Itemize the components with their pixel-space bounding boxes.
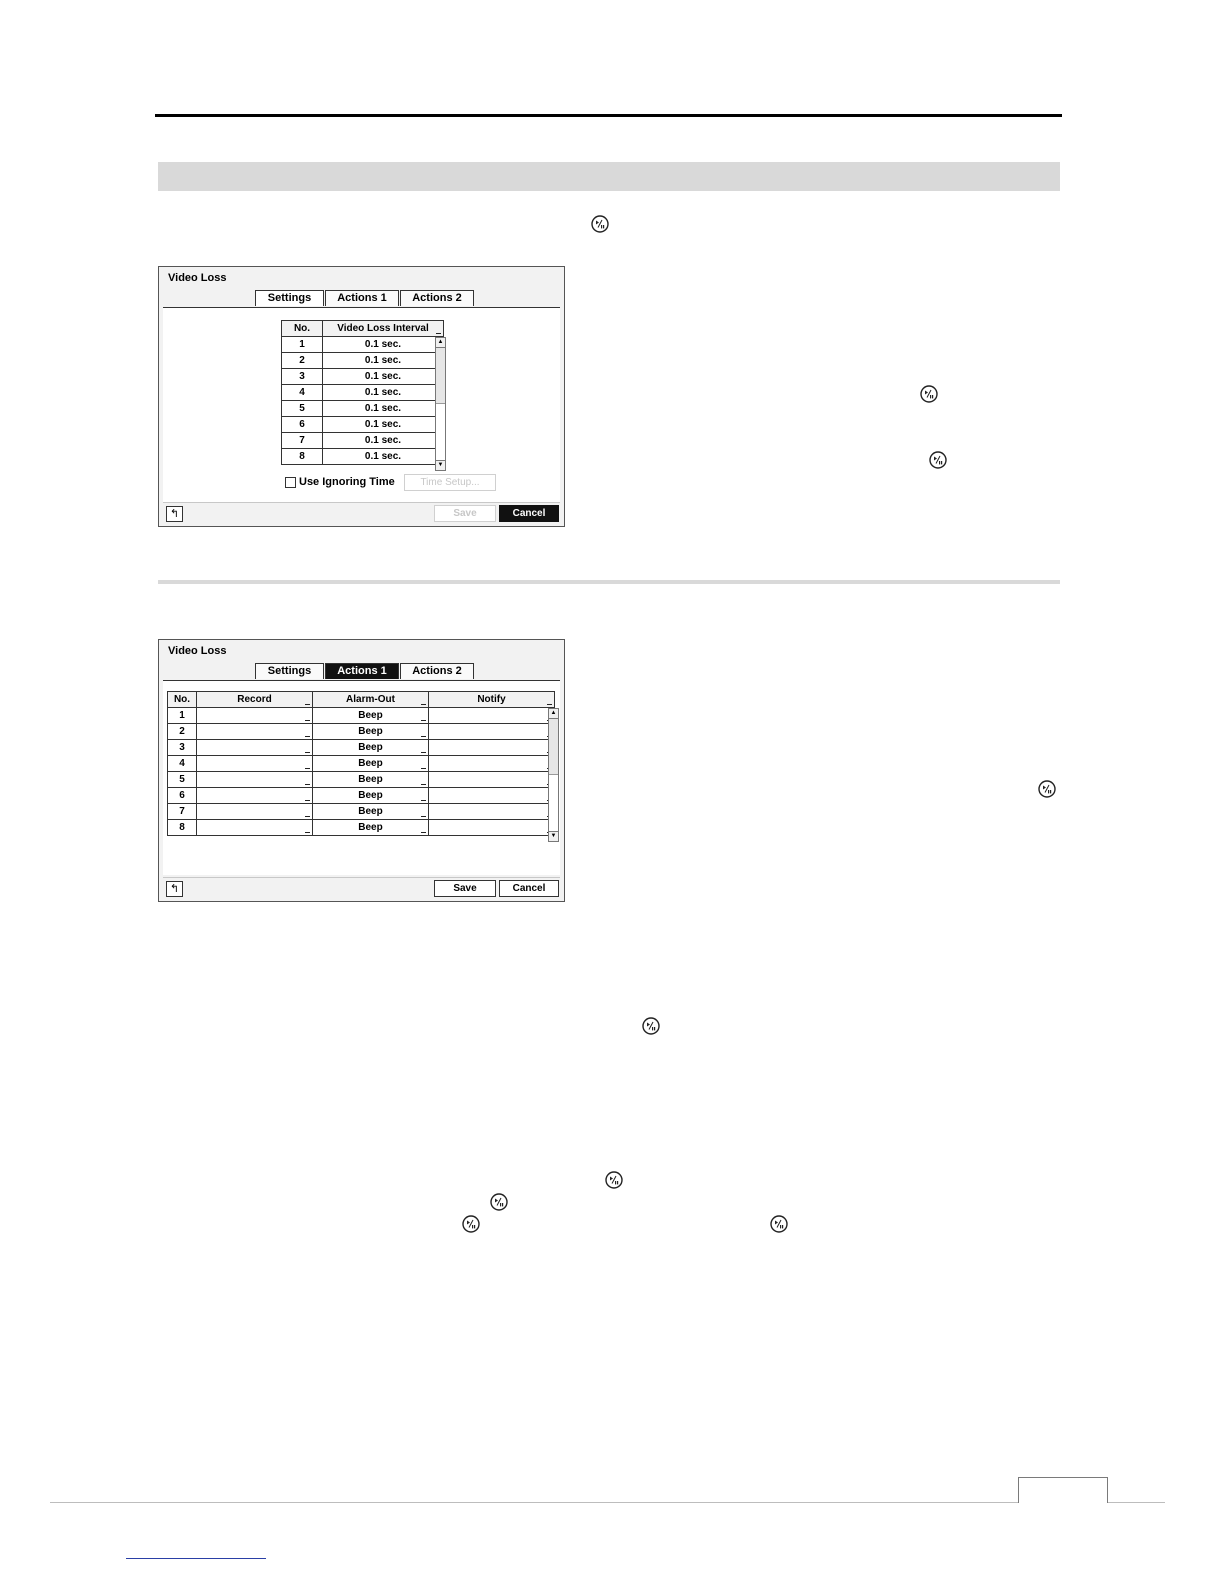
- cancel-button[interactable]: Cancel: [499, 880, 559, 897]
- table-row: [282, 433, 444, 449]
- alarm-out-dropdown[interactable]: Beep: [313, 756, 429, 772]
- interval-dropdown[interactable]: 0.1 sec.: [323, 401, 444, 417]
- play-pause-icon: [490, 1193, 508, 1211]
- notify-dropdown[interactable]: [429, 788, 555, 804]
- tab-actions-1[interactable]: Actions 1: [325, 290, 399, 306]
- play-pause-icon: [462, 1215, 480, 1233]
- table-row: [168, 708, 555, 724]
- use-ignoring-time-option[interactable]: [285, 476, 395, 488]
- use-ignoring-time-checkbox[interactable]: [285, 477, 296, 488]
- column-header-record[interactable]: Record: [197, 692, 313, 708]
- table-row: [168, 740, 555, 756]
- row-number: 7: [168, 804, 197, 820]
- section-heading-bar: [158, 162, 1060, 191]
- save-button[interactable]: Save: [434, 505, 496, 522]
- alarm-out-dropdown[interactable]: Beep: [313, 740, 429, 756]
- tab-settings[interactable]: Settings: [255, 663, 324, 679]
- row-number: 6: [168, 788, 197, 804]
- back-arrow-icon[interactable]: ↰: [166, 881, 183, 897]
- tab-bar: [255, 290, 475, 307]
- scroll-down-icon[interactable]: ▼: [437, 462, 444, 468]
- column-header-notify[interactable]: Notify: [429, 692, 555, 708]
- row-number: 3: [282, 369, 323, 385]
- interval-dropdown[interactable]: 0.1 sec.: [323, 369, 444, 385]
- play-pause-icon: [1038, 780, 1056, 798]
- interval-dropdown[interactable]: 0.1 sec.: [323, 417, 444, 433]
- video-loss-actions-table: [167, 691, 555, 836]
- page-number-tab: [1018, 1477, 1108, 1503]
- table-row: [282, 369, 444, 385]
- back-arrow-icon[interactable]: ↰: [166, 506, 183, 522]
- table-row: [282, 401, 444, 417]
- notify-dropdown[interactable]: [429, 724, 555, 740]
- row-number: 2: [168, 724, 197, 740]
- interval-dropdown[interactable]: 0.1 sec.: [323, 449, 444, 465]
- dialog-footer-divider: [163, 877, 560, 878]
- record-dropdown[interactable]: [197, 756, 313, 772]
- column-header-no: No.: [168, 692, 197, 708]
- row-number: 7: [282, 433, 323, 449]
- time-setup-button[interactable]: Time Setup...: [404, 474, 496, 491]
- table-row: [282, 449, 444, 465]
- video-loss-settings-dialog: [158, 266, 565, 527]
- play-pause-icon: [920, 385, 938, 403]
- row-number: 1: [282, 337, 323, 353]
- column-header-video-loss-interval[interactable]: Video Loss Interval: [323, 321, 444, 337]
- scroll-up-icon[interactable]: ▲: [436, 338, 445, 348]
- play-pause-icon: [929, 451, 947, 469]
- row-number: 2: [282, 353, 323, 369]
- tab-settings[interactable]: Settings: [255, 290, 324, 306]
- section-divider: [158, 580, 1060, 584]
- table-row: [168, 772, 555, 788]
- record-dropdown[interactable]: [197, 708, 313, 724]
- row-number: 1: [168, 708, 197, 724]
- row-number: 5: [282, 401, 323, 417]
- dialog-body: [163, 308, 560, 502]
- column-header-alarm-out[interactable]: Alarm-Out: [313, 692, 429, 708]
- dialog-title: Video Loss: [168, 645, 227, 657]
- table-row: [282, 353, 444, 369]
- row-number: 4: [282, 385, 323, 401]
- record-dropdown[interactable]: [197, 820, 313, 836]
- footer-rule: [50, 1502, 1165, 1503]
- table-row: [168, 788, 555, 804]
- record-dropdown[interactable]: [197, 740, 313, 756]
- table-row: [282, 337, 444, 353]
- table-row: [168, 820, 555, 836]
- alarm-out-dropdown[interactable]: Beep: [313, 804, 429, 820]
- header-rule: [155, 114, 1062, 117]
- table-row: [282, 417, 444, 433]
- interval-dropdown[interactable]: 0.1 sec.: [323, 337, 444, 353]
- interval-dropdown[interactable]: 0.1 sec.: [323, 353, 444, 369]
- alarm-out-dropdown[interactable]: Beep: [313, 788, 429, 804]
- record-dropdown[interactable]: [197, 788, 313, 804]
- table-scrollbar[interactable]: [548, 708, 559, 842]
- footer-link-underline[interactable]: [126, 1558, 266, 1559]
- record-dropdown[interactable]: [197, 772, 313, 788]
- cancel-button[interactable]: Cancel: [499, 505, 559, 522]
- play-pause-icon: [642, 1017, 660, 1035]
- scroll-down-icon[interactable]: ▼: [550, 833, 557, 839]
- play-pause-icon: [605, 1171, 623, 1189]
- notify-dropdown[interactable]: [429, 772, 555, 788]
- table-row: [168, 756, 555, 772]
- tab-actions-2[interactable]: Actions 2: [400, 290, 474, 306]
- notify-dropdown[interactable]: [429, 756, 555, 772]
- video-loss-interval-table: [281, 320, 444, 465]
- dialog-title: Video Loss: [168, 272, 227, 284]
- table-row: [168, 804, 555, 820]
- tab-actions-2[interactable]: Actions 2: [400, 663, 474, 679]
- row-number: 8: [168, 820, 197, 836]
- save-button[interactable]: Save: [434, 880, 496, 897]
- interval-dropdown[interactable]: 0.1 sec.: [323, 385, 444, 401]
- play-pause-icon: [770, 1215, 788, 1233]
- alarm-out-dropdown[interactable]: Beep: [313, 724, 429, 740]
- scroll-up-icon[interactable]: ▲: [549, 709, 558, 719]
- row-number: 8: [282, 449, 323, 465]
- record-dropdown[interactable]: [197, 724, 313, 740]
- row-number: 5: [168, 772, 197, 788]
- record-dropdown[interactable]: [197, 804, 313, 820]
- use-ignoring-time-label: Use Ignoring Time: [299, 476, 395, 488]
- alarm-out-dropdown[interactable]: Beep: [313, 772, 429, 788]
- notify-dropdown[interactable]: [429, 740, 555, 756]
- row-number: 6: [282, 417, 323, 433]
- table-row: [168, 724, 555, 740]
- scrollbar-thumb[interactable]: [436, 348, 445, 404]
- tab-actions-1[interactable]: Actions 1: [325, 663, 399, 679]
- table-row: [282, 385, 444, 401]
- row-number: 3: [168, 740, 197, 756]
- play-pause-icon: [591, 215, 609, 233]
- tab-bar: [255, 663, 475, 680]
- alarm-out-dropdown[interactable]: Beep: [313, 708, 429, 724]
- notify-dropdown[interactable]: [429, 820, 555, 836]
- table-scrollbar[interactable]: [435, 337, 446, 471]
- alarm-out-dropdown[interactable]: Beep: [313, 820, 429, 836]
- row-number: 4: [168, 756, 197, 772]
- scrollbar-thumb[interactable]: [549, 719, 558, 775]
- notify-dropdown[interactable]: [429, 708, 555, 724]
- interval-dropdown[interactable]: 0.1 sec.: [323, 433, 444, 449]
- dialog-body: [163, 681, 560, 875]
- video-loss-actions-dialog: [158, 639, 565, 902]
- dialog-footer-divider: [163, 502, 560, 503]
- column-header-no: No.: [282, 321, 323, 337]
- notify-dropdown[interactable]: [429, 804, 555, 820]
